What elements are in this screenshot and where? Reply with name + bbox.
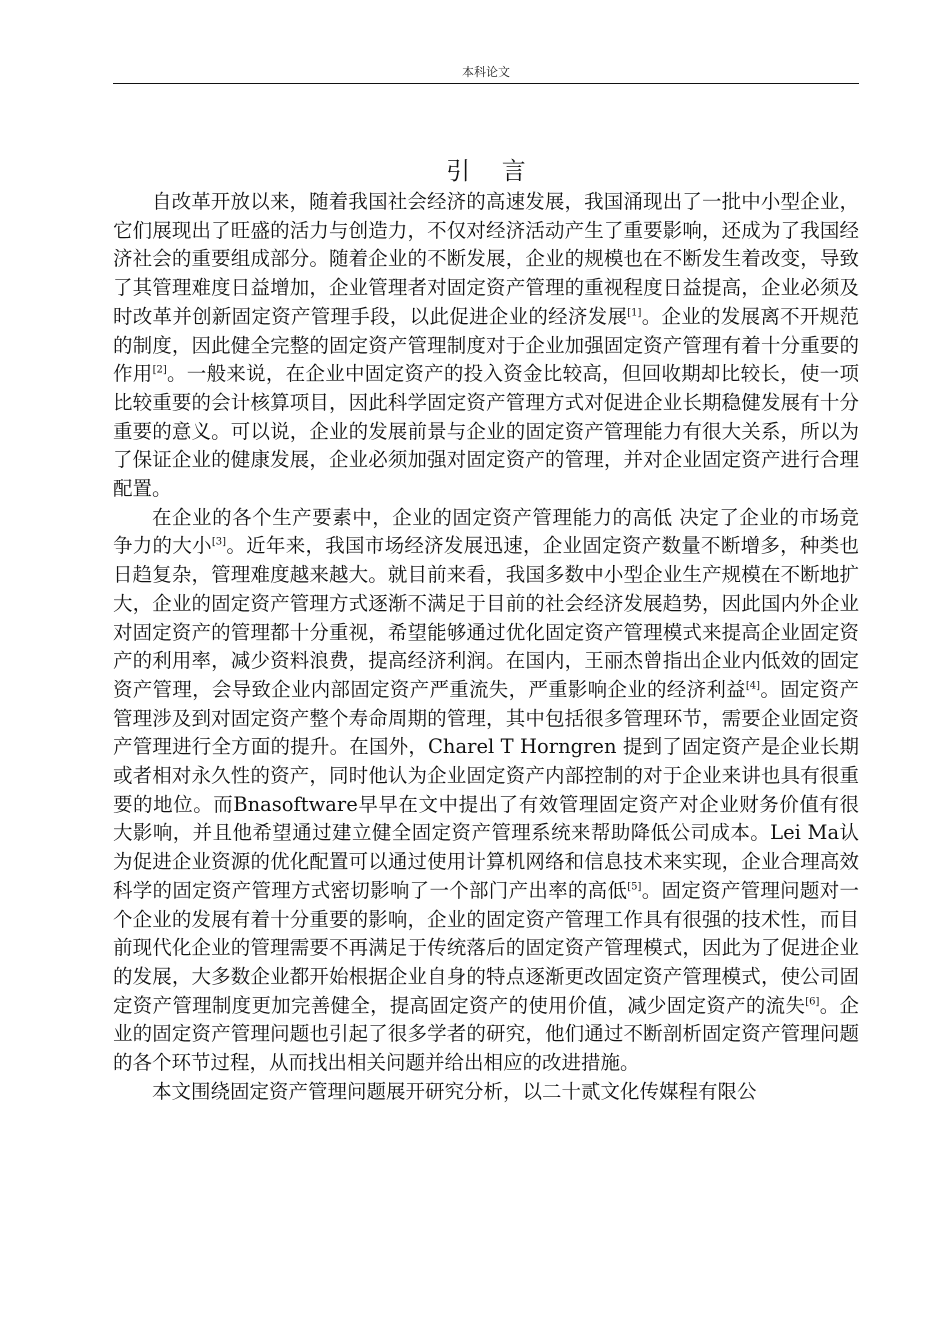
paragraph [113,504,859,1078]
citation-marker: [6] [805,996,820,1008]
citation-marker: [1] [627,307,642,319]
citation-marker: [5] [627,881,642,893]
paragraph-text: 。固定资产管理问题对一个企业的发展有着十分重要的影响，企业的固定资产管理工作具有很强的技术性，而目前现代化企业的管理需要不再满足于传统落后的固定资产管理模式，因此为了促进企业的发展，大多数企业都开始根据企业自身的特点逐渐更改固定资产管理模式，使公司固定资产管理制度更加完善健全，提高固定资产的使用价值，减少固定资产的流失 [113,878,859,1017]
header-divider [113,83,859,84]
paragraph [113,188,859,504]
paragraph-text: 。一般来说，在企业中固定资产的投入资金比较高，但回收期却比较长，使一项比较重要的会计核算项目，因此科学固定资产管理方式对促进企业长期稳健发展有十分重要的意义。可以说，企业的发展前景与企业的固定资产管理能力有很大关系，所以为了保证企业的健康发展，企业必须加强对固定资产的管理，并对企业固定资产进行合理配置。 [113,362,859,501]
citation-marker: [2] [152,364,167,376]
paragraph-text: 。近年来，我国市场经济发展迅速，企业固定资产数量不断增多，种类也日趋复杂，管理难度越来越大。就目前来看，我国多数中小型企业生产规模在不断地扩大，企业的固定资产管理方式逐渐不满足于目前的社会经济发展趋势，因此国内外企业对固定资产的管理都十分重视，希望能够通过优化固定资产管理模式来提高企业固定资产的利用率，减少资料浪费，提高经济利润。在国内，王丽杰曾指出企业内低效的固定资产管理，会导致企业内部固定资产严重流失，严重影响企业的经济利益 [113,534,859,701]
paragraph-text: 在企业的各个生产要素中，企业的固定资产管理能力的高低 决定了企业的市场竞争力的大小 [113,505,859,558]
paragraph-text: 。固定资产管理涉及到对固定资产整个寿命周期的管理，其中包括很多管理环节，需要企业固定资产管理进行全方面的提升。在国外，Charel T Horngren 提到了固定资产是企业长期或者相对永久性的资产，同时他认为企业固定资产内部控制的对于企业来讲也具有很重要的地位。而Bnasoftware早早在文中提出了有效管理固定资产对企业财务价值有很大影响，并且他希望通过建立健全固定资产管理系统来帮助降低公司成本。Lei Ma认为促进企业资源的优化配置可以通过使用计算机网络和信息技术来实现，企业合理高效科学的固定资产管理方式密切影响了一个部门产出率的高低 [113,677,859,902]
paragraph-text: 本文围绕固定资产管理问题展开研究分析，以二十贰文化传媒程有限公 [152,1079,757,1103]
paragraph [113,1078,859,1107]
body-text [113,188,859,1107]
paragraph-text: 。企业的固定资产管理问题也引起了很多学者的研究，他们通过不断剖析固定资产管理问题的各个环节过程，从而找出相关问题并给出相应的改进措施。 [113,993,859,1075]
paragraph-text: 。企业的发展离不开规范的制度，因此健全完整的固定资产管理制度对于企业加强固定资产管理有着十分重要的作用 [113,304,859,386]
citation-marker: [4] [745,680,761,692]
running-header: 本科论文 [461,65,510,79]
section-title: 引 言 [446,157,538,185]
citation-marker: [3] [211,536,227,548]
paragraph-text: 自改革开放以来，随着我国社会经济的高速发展，我国涌现出了一批中小型企业，它们展现出了旺盛的活力与创造力，不仅对经济活动产生了重要影响，还成为了我国经济社会的重要组成部分。随着企业的不断发展，企业的规模也在不断发生着改变，导致了其管理难度日益增加，企业管理者对固定资产管理的重视程度日益提高，企业必须及时改革并创新固定资产管理手段，以此促进企业的经济发展 [113,190,859,328]
